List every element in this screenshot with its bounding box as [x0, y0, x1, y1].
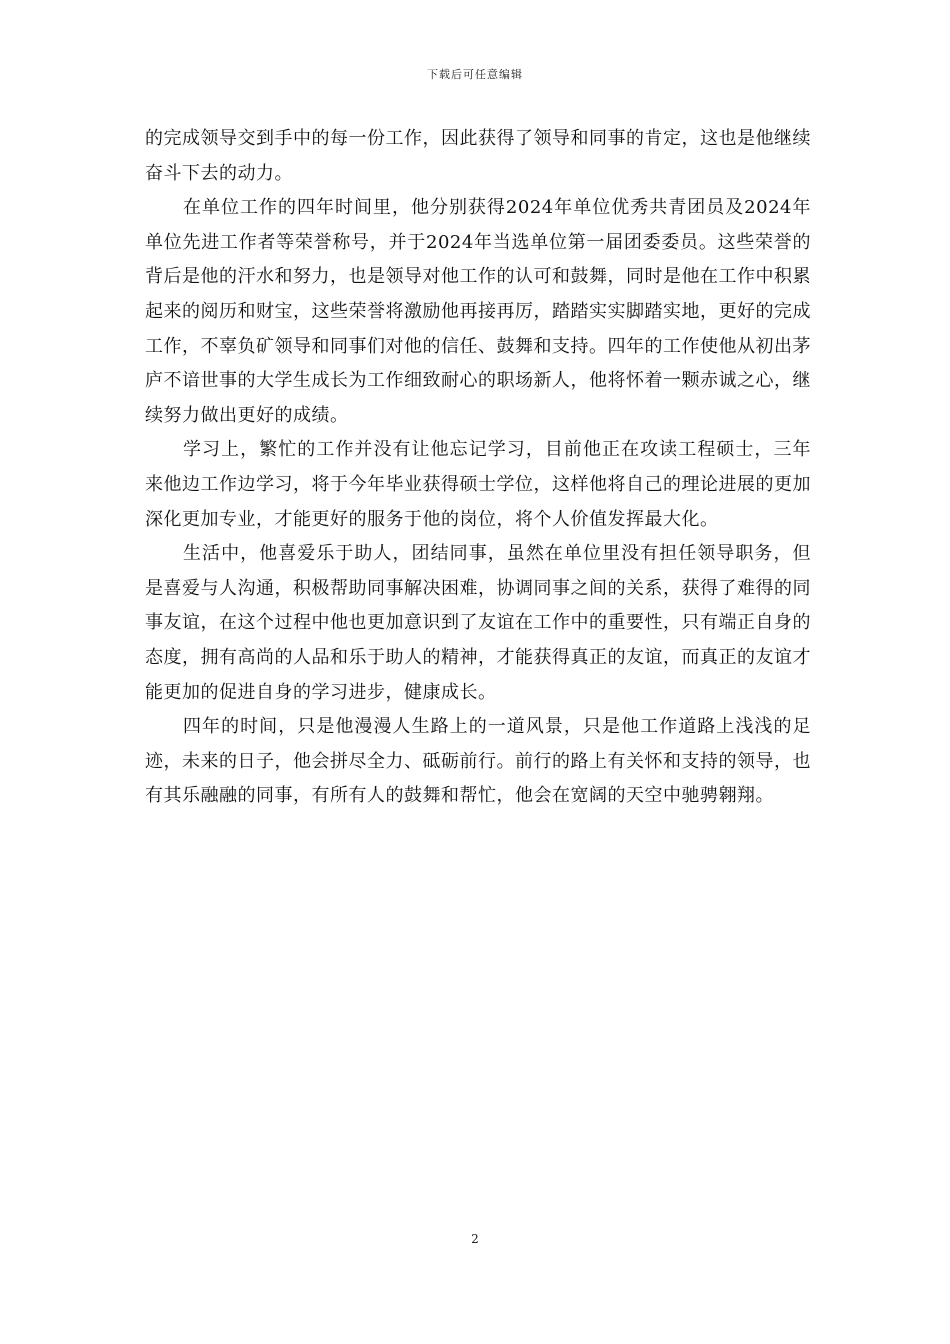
page-number: 2: [471, 1232, 479, 1246]
paragraph-honors: 在单位工作的四年时间里，他分别获得2024年单位优秀共青团员及2024年单位先进工作者等荣誉称号，并于2024年当选单位第一届团委委员。这些荣誉的背后是他的汗水和努力，也是领导对他工作的认可和鼓舞，同时是他在工作中积累起来的阅历和财宝，这些荣誉将激励他再接再厉，踏踏实实脚踏实地，更好的完成工作，不辜负矿领导和同事们对他的信任、鼓舞和支持。四年的工作使他从初出茅庐不谙世事的大学生成长为工作细致耐心的职场新人，他将怀着一颗赤诚之心，继续努力做出更好的成绩。: [145, 197, 811, 426]
page-header: 下载后可任意编辑: [427, 68, 523, 81]
document-body: [145, 122, 811, 814]
paragraph-life: 生活中，他喜爱乐于助人，团结同事，虽然在单位里没有担任领导职务，但是喜爱与人沟通，积极帮助同事解决困难，协调同事之间的关系，获得了难得的同事友谊，在这个过程中他也更加意识到了友谊在工作中的重要性，只有端正自身的态度，拥有高尚的人品和乐于助人的精神，才能获得真正的友谊，而真正的友谊才能更加的促进自身的学习进步，健康成长。: [145, 543, 811, 703]
paragraph-continuation: 的完成领导交到手中的每一份工作，因此获得了领导和同事的肯定，这也是他继续奋斗下去的动力。: [145, 128, 811, 184]
paragraph-future: 四年的时间，只是他漫漫人生路上的一道风景，只是他工作道路上浅浅的足迹，未来的日子，他会拼尽全力、砥砺前行。前行的路上有关怀和支持的领导，也有其乐融融的同事，有所有人的鼓舞和帮忙，他会在宽阔的天空中驰骋翱翔。: [145, 716, 811, 807]
paragraph-study: 学习上，繁忙的工作并没有让他忘记学习，目前他正在攻读工程硕士，三年来他边工作边学习，将于今年毕业获得硕士学位，这样他将自己的理论进展的更加深化更加专业，才能更好的服务于他的岗位，将个人价值发挥最大化。: [145, 439, 811, 530]
